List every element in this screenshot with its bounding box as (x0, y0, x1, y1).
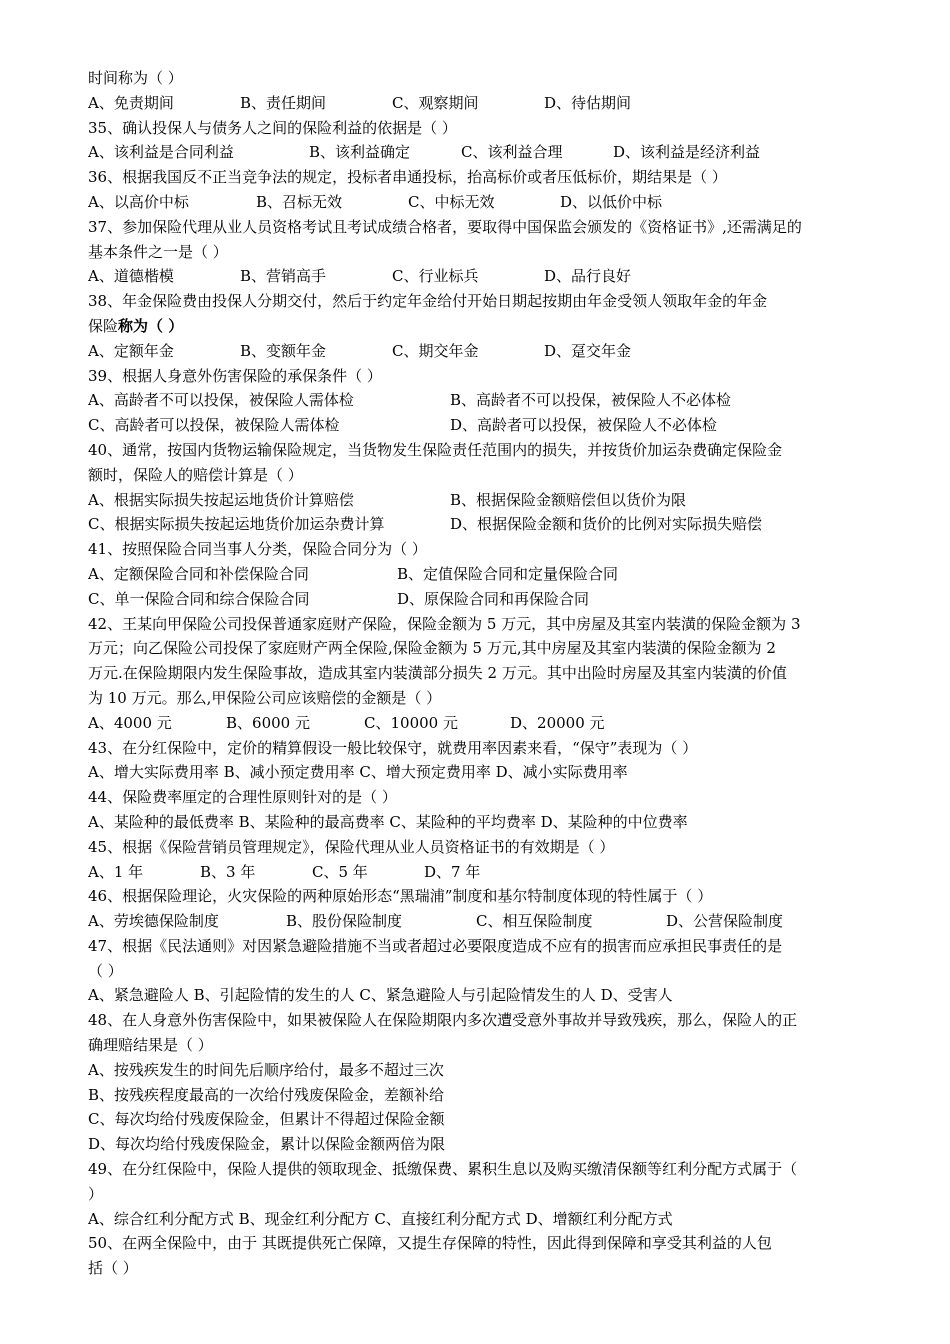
answer-option: C、10000 元 (364, 713, 458, 732)
answer-options-row (88, 388, 880, 413)
answer-option: D、待估期间 (544, 93, 632, 112)
text-line: 39、根据人身意外伤害保险的承保条件（ ） (88, 366, 382, 385)
answer-option: A、免责期间 (88, 93, 174, 112)
answer-option: A、1 年 (88, 862, 144, 881)
text-line: 46、根据保险理论，火灾保险的两种原始形态“黑瑞浦”制度和基尔特制度体现的特性属于（ ） (88, 887, 713, 906)
text-line: B、按残疾程度最高的一次给付残废保险金，差额补给 (88, 1085, 445, 1104)
answer-option: C、观察期间 (392, 93, 479, 112)
answer-option: B、责任期间 (240, 93, 327, 112)
answer-option: A、高龄者不可以投保，被保险人需体检 (88, 391, 354, 410)
text-segment: 保险 (88, 316, 119, 335)
text-line: 41、按照保险合同当事人分类，保险合同分为（ ） (88, 540, 427, 559)
text-line: A、综合红利分配方式 B、现金红利分配方 C、直接红利分配方式 D、增额红利分配方式 (88, 1209, 673, 1228)
answer-options-row (88, 711, 880, 736)
answer-option: B、股份保险制度 (286, 912, 403, 931)
text-line: 40、通常，按国内货物运输保险规定，当货物发生保险责任范围内的损失，并按货价加运杂费确定保险金 (88, 440, 783, 459)
answer-options-row (88, 264, 880, 289)
answer-options-row (88, 909, 880, 934)
answer-option: A、以高价中标 (88, 192, 189, 211)
text-line: 44、保险费率厘定的合理性原则针对的是（ ） (88, 788, 397, 807)
text-line: 35、确认投保人与债务人之间的保险利益的依据是（ ） (88, 118, 457, 137)
answer-options-row (88, 190, 880, 215)
answer-option: C、相互保险制度 (476, 912, 593, 931)
answer-options-row (88, 512, 880, 537)
answer-option: D、该利益是经济利益 (613, 143, 761, 162)
answer-option: D、高龄者可以投保，被保险人不必体检 (450, 416, 718, 435)
text-line: 时间称为（ ） (88, 69, 183, 87)
answer-option: B、召标无效 (256, 192, 343, 211)
exam-question-list (88, 66, 880, 1281)
text-line: ） (88, 1184, 104, 1203)
text-line: 47、根据《民法通则》对因紧急避险措施不当或者超过必要限度造成不应有的损害而应承担民事责任的是 (88, 936, 783, 955)
answer-option: B、高龄者不可以投保，被保险人不必体检 (450, 391, 732, 410)
text-line: A、增大实际费用率 B、减小预定费用率 C、增大预定费用率 D、减小实际费用率 (88, 763, 628, 782)
text-line: 36、根据我国反不正当竞争法的规定，投标者串通投标，抬高标价或者压低标价，期结果是（ ） (88, 168, 727, 187)
answer-options-row (88, 562, 880, 587)
answer-option: A、定额年金 (88, 341, 174, 360)
answer-option: B、营销高手 (240, 267, 327, 286)
answer-option: A、定额保险合同和补偿保险合同 (88, 564, 309, 583)
text-line: 括（ ） (88, 1259, 138, 1278)
answer-option: B、3 年 (200, 862, 256, 881)
answer-option: C、行业标兵 (392, 267, 479, 286)
answer-option: D、20000 元 (510, 713, 605, 732)
answer-option: D、趸交年金 (544, 341, 632, 360)
text-line: 额时，保险人的赔偿计算是（ ） (88, 465, 303, 484)
text-line: 49、在分红保险中，保险人提供的领取现金、抵缴保费、累积生息以及购买缴清保额等红利分配方式属于（ (88, 1160, 798, 1179)
answer-option: B、变额年金 (240, 341, 327, 360)
question-text-line (88, 314, 880, 339)
answer-options-row (88, 413, 880, 438)
text-line: A、紧急避险人 B、引起险情的发生的人 C、紧急避险人与引起险情发生的人 D、受害人 (88, 986, 673, 1005)
text-line: 43、在分红保险中，定价的精算假设一般比较保守，就费用率因素来看，“保守”表现为（ ） (88, 738, 698, 757)
text-line: A、某险种的最低费率 B、某险种的最高费率 C、某险种的平均费率 D、某险种的中位费率 (88, 812, 688, 831)
text-line: 45、根据《保险营销员管理规定》，保险代理从业人员资格证书的有效期是（ ） (88, 837, 615, 856)
text-line: 50、在两全保险中，由于 其既提供死亡保障，又提生存保障的特性，因此得到保障和享受其利益的人包 (88, 1234, 772, 1253)
answer-options-row (88, 91, 880, 116)
answer-option: C、5 年 (312, 862, 368, 881)
answer-option: D、根据保险金额和货价的比例对实际损失赔偿 (450, 515, 763, 534)
answer-options-row (88, 140, 880, 165)
answer-option: D、品行良好 (544, 267, 632, 286)
answer-option: A、道德楷模 (88, 267, 174, 286)
answer-option: A、劳埃德保险制度 (88, 912, 219, 931)
answer-option: D、7 年 (424, 862, 481, 881)
text-line: 万元；向乙保险公司投保了家庭财产两全保险,保险金额为 5 万元,其中房屋及其室内装潢的保险金额为 2 (88, 639, 776, 658)
text-line: C、每次均给付残废保险金，但累计不得超过保险金额 (88, 1110, 445, 1129)
text-line: （ ） (88, 961, 123, 980)
answer-option: A、该利益是合同利益 (88, 143, 234, 162)
answer-option: D、以低价中标 (560, 192, 663, 211)
answer-options-row (88, 587, 880, 612)
answer-option: C、中标无效 (408, 192, 495, 211)
text-line: 为 10 万元。那么,甲保险公司应该赔偿的金额是（ ） (88, 688, 442, 707)
answer-option: A、根据实际损失按起运地货价计算赔偿 (88, 490, 354, 509)
answer-option: A、4000 元 (88, 713, 172, 732)
answer-option: D、原保险合同和再保险合同 (397, 589, 590, 608)
text-line: 基本条件之一是（ ） (88, 242, 228, 261)
answer-option: B、6000 元 (226, 713, 310, 732)
text-line: A、按残疾发生的时间先后顺序给付，最多不超过三次 (88, 1060, 444, 1079)
answer-options-row (88, 488, 880, 513)
answer-option: D、公营保险制度 (666, 912, 784, 931)
text-line: D、每次均给付残废保险金，累计以保险金额两倍为限 (88, 1135, 446, 1154)
text-line: 42、王某向甲保险公司投保普通家庭财产保险，保险金额为 5 万元，其中房屋及其室内装潢的保险金额为 3 (88, 614, 801, 633)
bold-text-segment: 称为（ ） (118, 316, 184, 335)
answer-options-row (88, 860, 880, 885)
answer-options-row (88, 339, 880, 364)
answer-option: C、期交年金 (392, 341, 479, 360)
text-line: 万元.在保险期限内发生保险事故，造成其室内装潢部分损失 2 万元。其中出险时房屋及其室内装潢的价值 (88, 664, 787, 683)
text-line: 37、参加保险代理从业人员资格考试且考试成绩合格者，要取得中国保监会颁发的《资格证书》,还需满足的 (88, 217, 802, 236)
text-line: 38、年金保险费由投保人分期交付，然后于约定年金给付开始日期起按期由年金受领人领取年金的年金 (88, 292, 768, 311)
answer-option: B、根据保险金额赔偿但以货价为限 (450, 490, 687, 509)
text-line: 确理赔结果是（ ） (88, 1036, 213, 1055)
answer-option: C、该利益合理 (461, 143, 563, 162)
answer-option: C、单一保险合同和综合保险合同 (88, 589, 310, 608)
answer-option: C、根据实际损失按起运地货价加运杂费计算 (88, 515, 385, 534)
answer-option: C、高龄者可以投保，被保险人需体检 (88, 416, 340, 435)
text-line: 48、在人身意外伤害保险中，如果被保险人在保险期限内多次遭受意外事故并导致残疾，那么，保险人的正 (88, 1011, 798, 1030)
answer-option: B、定值保险合同和定量保险合同 (397, 564, 619, 583)
answer-option: B、该利益确定 (309, 143, 411, 162)
